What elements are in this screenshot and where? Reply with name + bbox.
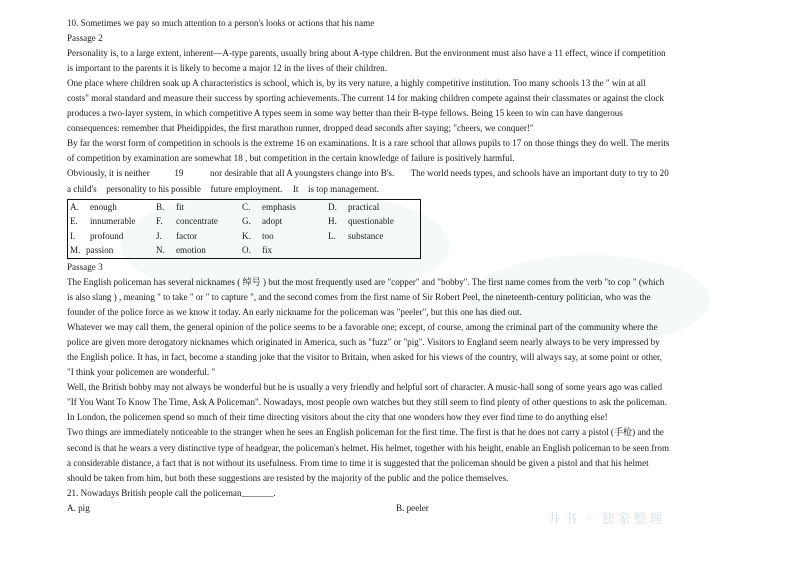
option-letter: A. [70, 201, 79, 212]
passage-3-text: "I think your policemen are wonderful. " [67, 367, 216, 378]
text-fragment: personality to his possible [106, 183, 201, 194]
text-fragment: is top management. [307, 183, 379, 194]
blank-number: 19 [174, 168, 184, 179]
passage-2-text: By far the worst form of competition in schools is the extreme 16 on examinations. It is a rare school that allows pupils to 17 on those things they do well. The merits [67, 138, 670, 149]
choice-b: B. peeler [396, 502, 429, 513]
option-letter: C. [242, 201, 251, 212]
text-fragment: future employment. [210, 183, 283, 194]
option-letter: K. [242, 230, 251, 241]
option-letter: D. [328, 201, 337, 212]
text-fragment: The world needs types, and schools have an important duty to try to 20 [410, 168, 669, 179]
option-word: adopt [262, 216, 283, 227]
option-word: profound [90, 230, 124, 241]
option-letter: F. [156, 216, 163, 227]
option-letter: H. [328, 216, 337, 227]
passage-2-text [67, 166, 773, 181]
option-letter: I. [70, 230, 76, 241]
word-bank-row [68, 199, 421, 214]
passage-3-text: police are given more derogatory nicknames which originated in America, such as "fuzz" or "pig". Visitors to England seem nearly always to be very impressed by [67, 337, 660, 348]
passage-3-text: "If You Want To Know The Time, Ask A Policeman". Nowadays, most people own watches but they still seem to find plenty of other questions to ask the policeman. [67, 397, 667, 408]
passage-2-text: consequences: remember that Pheidippides, the first marathon runner, dropped dead seconds after saying; "cheers, we conquer!" [67, 123, 534, 134]
text-fragment: a child's [67, 183, 97, 194]
option-word: passion [86, 245, 114, 256]
document-page [67, 16, 773, 516]
question-21-choices [67, 501, 773, 516]
passage-2-text: Personality is, to a large extent, inherent—A-type parents, usually bring about A-type children. But the environment must also have a 11 effect, wince if competition [67, 48, 666, 59]
option-letter: N. [156, 245, 165, 256]
word-bank-row [68, 214, 421, 229]
option-word: innumerable [90, 216, 136, 227]
passage-3-text: The English policeman has several nicknames ( 绰号 ) but the most frequently used are "copper" and "bobby". The first name comes from the verb "to cop " (which [67, 276, 665, 287]
passage-3-text: Two things are immediately noticeable to the stranger when he sees an English policeman for the first time. The first is that he does not carry a pistol (手枪) and the [67, 427, 664, 438]
option-word: fix [262, 245, 273, 256]
option-letter: L. [328, 230, 336, 241]
option-word: too [262, 230, 274, 241]
option-word: fit [176, 201, 185, 212]
passage-2-text [67, 182, 773, 197]
passage-3-heading: Passage 3 [67, 261, 103, 272]
question-10: 10. Sometimes we pay so much attention to a person's looks or actions that his name [67, 18, 375, 28]
passage-3-text: a considerable distance, a fact that is not without its usefulness. From time to time it is suggested that the policeman should be given a pistol and that his helmet [67, 457, 649, 468]
watermark-text: 井书 · 独家整理 [548, 512, 666, 527]
passage-2-heading: Passage 2 [67, 33, 103, 44]
passage-3-text: should be taken from him, but both these suggestions are resisted by the majority of the public and the police themselves. [67, 472, 509, 483]
text-fragment: It [292, 183, 299, 194]
passage-3-text: second is that he wears a very distinctive type of headgear, the policeman's helmet. His helmet, together with his height, enable an English policeman to be seen from [67, 442, 670, 453]
option-letter: O. [242, 245, 251, 256]
option-letter: B. [156, 201, 165, 212]
option-letter: J. [156, 230, 162, 241]
passage-2-text: is important to the parents it is likely to become a major 12 in the lives of their children. [67, 63, 387, 74]
word-bank-table [67, 199, 421, 259]
option-letter: E. [70, 216, 78, 227]
passage-2-text: One place where children soak up A characteristics is school, which is, by its very nature, a highly competitive institution. Too many schools 13 the " win at all [67, 78, 646, 89]
option-letter: G. [242, 216, 251, 227]
passage-2-text: produces a two-layer system, in which competitive A types seem in some way better than their B-type fellows. Being 15 keen to win can have dangerous [67, 108, 623, 119]
option-word: concentrate [176, 216, 218, 227]
text-fragment: Obviously, it is neither [67, 168, 150, 179]
option-word: practical [348, 201, 380, 212]
word-bank-row [68, 229, 421, 244]
question-21: 21. Nowadays British people call the policeman_______. [67, 487, 276, 498]
passage-3-text: founder of the police force as we know it today. An early nickname for the policeman was "peeler", but this one has died out. [67, 307, 522, 318]
passage-3-text: Whatever we may call them, the general opinion of the police seems to be a favorable one; except, of course, among the criminal part of the community where the [67, 322, 658, 333]
passage-2-text: of competition by examination are somewhat 18 , but competition in the certain knowledge of failure is positively harmful. [67, 153, 515, 164]
option-word: substance [348, 230, 384, 241]
passage-3-text: In London, the policemen spend so much of their time directing visitors about the city that one wonders how they ever find time to do anything else! [67, 412, 608, 423]
text-fragment: nor desirable that all A youngsters change into B's. [209, 168, 395, 179]
passage-3-text: is also slang ) , meaning " to take " or " to capture ", and the second comes from the first name of Sir Robert Peel, the nineteenth-century politician, who was the [67, 292, 651, 303]
choice-a: A. pig [67, 502, 90, 513]
option-word: enough [90, 201, 117, 212]
option-word [340, 243, 421, 258]
passage-2-text: costs" moral standard and measure their success by sporting achievements. The current 14 for making children compete against their classmates or against the clock [67, 93, 664, 104]
option-letter: M. [70, 245, 81, 256]
option-word: emphasis [262, 201, 296, 212]
passage-3-text: Well, the British bobby may not always be wonderful but he is usually a very friendly and helpful sort of character. A music-hall song of some years ago was called [67, 382, 663, 393]
passage-3-text: the English police. It has, in fact, become a standing joke that the visitor to Britain, when asked for his views of the country, will always say, at some point or other, [67, 352, 662, 363]
word-bank-row [68, 243, 421, 258]
option-letter [326, 243, 340, 258]
option-word: emotion [176, 245, 206, 256]
option-word: factor [176, 230, 198, 241]
option-word: questionable [348, 216, 394, 227]
